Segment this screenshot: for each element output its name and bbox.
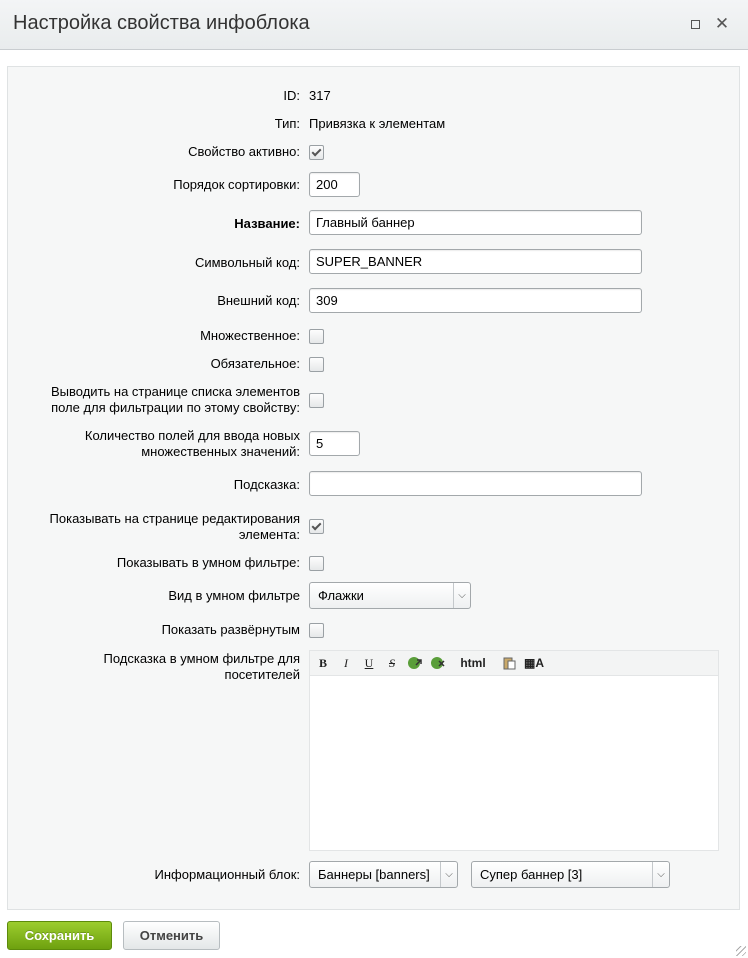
smart-filter-hint-label-line2: посетителей (224, 667, 300, 682)
underline-button[interactable]: U (364, 656, 374, 670)
html-mode-button[interactable]: html (460, 656, 486, 670)
smart-filter-hint-label (10, 651, 300, 683)
remove-link-icon[interactable] (430, 655, 446, 671)
code-input[interactable]: SUPER_BANNER (309, 249, 642, 274)
smart-filter-checkbox[interactable] (309, 556, 324, 571)
property-settings-form (7, 66, 740, 910)
name-label: Название: (234, 216, 300, 231)
active-checkbox[interactable] (309, 145, 324, 160)
iblock-type-select[interactable] (309, 861, 458, 888)
active-label: Свойство активно: (188, 144, 300, 159)
cancel-button[interactable]: Отменить (123, 921, 220, 950)
type-label: Тип: (274, 116, 300, 131)
iblock-label: Информационный блок: (154, 867, 300, 882)
window-titlebar (0, 0, 748, 50)
filtrable-label-line1: Выводить на странице списка элементов (51, 384, 300, 399)
id-label: ID: (283, 88, 300, 103)
hint-input[interactable] (309, 471, 642, 496)
required-checkbox[interactable] (309, 357, 324, 372)
save-button[interactable]: Сохранить (7, 921, 112, 950)
code-label: Символьный код: (194, 255, 300, 270)
chevron-down-icon: ⌵ (453, 583, 470, 608)
window-title: Настройка свойства инфоблока (13, 12, 310, 34)
close-icon[interactable]: ✕ (714, 14, 730, 33)
type-value: Привязка к элементам (309, 116, 446, 131)
smart-filter-hint-editor (309, 650, 719, 851)
multiple-cnt-label (10, 428, 300, 460)
sort-input[interactable]: 200 (309, 172, 360, 197)
resize-handle-icon[interactable] (736, 946, 746, 956)
chevron-down-icon: ⌵ (440, 862, 457, 887)
show-on-edit-label (10, 511, 300, 543)
smart-filter-view-label: Вид в умном фильтре (168, 588, 300, 603)
paste-text-icon[interactable] (501, 655, 517, 671)
iblock-type-value: Баннеры [banners] (318, 867, 430, 882)
multiple-checkbox[interactable] (309, 329, 324, 344)
name-input[interactable]: Главный баннер (309, 210, 642, 235)
xml-id-label: Внешний код: (217, 293, 300, 308)
bold-button[interactable]: B (318, 656, 327, 670)
smart-filter-hint-label-line1: Подсказка в умном фильтре для (103, 651, 300, 666)
chevron-down-icon: ⌵ (652, 862, 669, 887)
required-label: Обязательное: (210, 356, 300, 371)
clean-format-icon[interactable]: ▦A (524, 656, 545, 670)
show-on-edit-checkbox[interactable] (309, 519, 324, 534)
iblock-select[interactable] (471, 861, 670, 888)
show-expanded-checkbox[interactable] (309, 623, 324, 638)
iblock-value: Супер баннер [3] (480, 867, 583, 882)
hint-label: Подсказка: (233, 477, 300, 492)
xml-id-input[interactable]: 309 (309, 288, 642, 313)
multiple-cnt-label-line1: Количество полей для ввода новых (84, 428, 300, 443)
smart-filter-label: Показывать в умном фильтре: (116, 555, 300, 570)
filtrable-checkbox[interactable] (309, 393, 324, 408)
sort-label: Порядок сортировки: (173, 177, 300, 192)
multiple-cnt-label-line2: множественных значений: (141, 444, 300, 459)
show-on-edit-label-line1: Показывать на странице редактирования (49, 511, 300, 526)
italic-button[interactable]: I (344, 656, 348, 670)
editor-toolbar (310, 651, 718, 676)
filtrable-label-line2: поле для фильтрации по этому свойству: (51, 400, 300, 415)
smart-filter-view-select[interactable] (309, 582, 471, 609)
multiple-cnt-input[interactable]: 5 (309, 431, 360, 456)
show-expanded-label: Показать развёрнутым (161, 622, 300, 637)
multiple-label: Множественное: (200, 328, 300, 343)
strike-button[interactable]: S (389, 656, 395, 670)
insert-link-icon[interactable] (407, 655, 423, 671)
smart-filter-view-value: Флажки (318, 588, 364, 603)
show-on-edit-label-line2: элемента: (238, 527, 300, 542)
maximize-icon[interactable] (686, 15, 704, 33)
filtrable-label (10, 384, 300, 416)
id-value: 317 (309, 88, 331, 103)
